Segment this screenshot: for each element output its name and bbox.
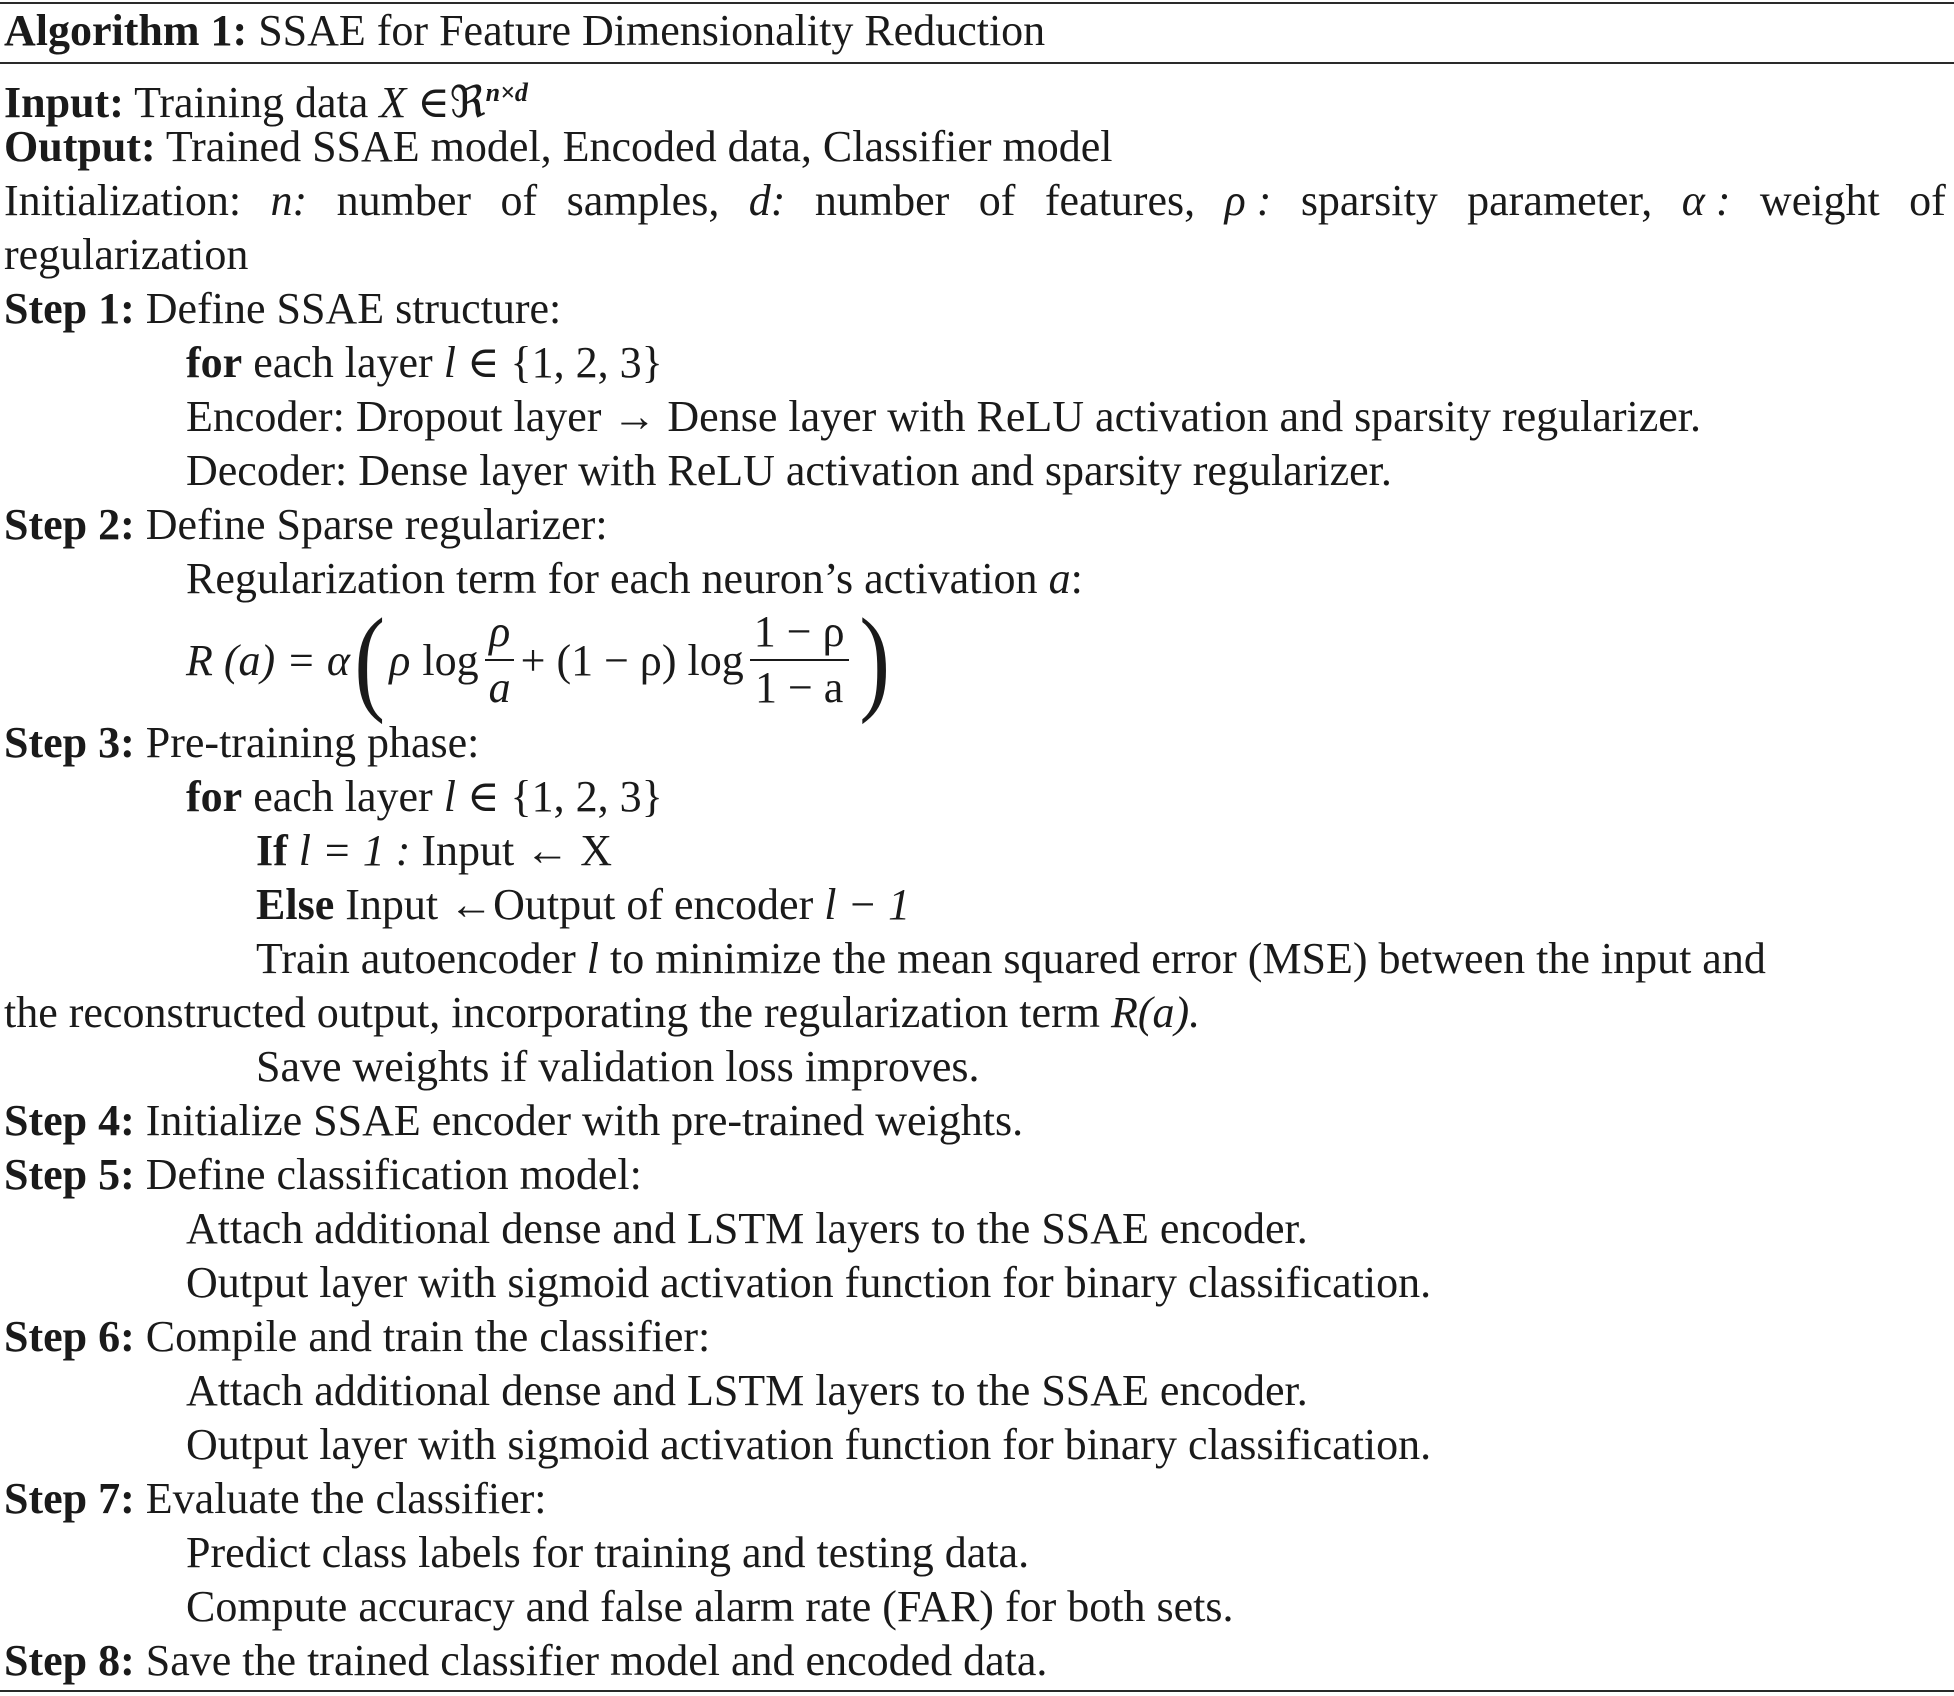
for-keyword: for: [186, 338, 243, 387]
step1-for: [186, 336, 663, 390]
init-word: number: [336, 176, 472, 225]
init-word: sparsity: [1300, 176, 1438, 225]
for-var: l: [443, 338, 456, 387]
step3-save: Save weights if validation loss improves.: [256, 1042, 980, 1091]
init-word: weight: [1759, 176, 1880, 225]
step5-l2: Output layer with sigmoid activation function for binary classification.: [186, 1258, 1432, 1307]
for-keyword: for: [186, 772, 243, 821]
train-text-c: the reconstructed output, incorporating the regularization term: [4, 988, 1100, 1037]
step5-text: Define classification model:: [145, 1150, 642, 1199]
init-word: parameter,: [1467, 176, 1653, 225]
output-text: Trained SSAE model, Encoded data, Classifier model: [165, 122, 1113, 171]
init-word: features,: [1044, 176, 1196, 225]
init-word: of: [978, 176, 1016, 225]
step3-train: [256, 932, 1766, 986]
init-word: n:: [270, 176, 308, 225]
step8-text: Save the trained classifier model and encoded data.: [145, 1636, 1048, 1685]
step2-reg: [186, 552, 1083, 606]
step7-l2: Compute accuracy and false alarm rate (FAR) for both sets.: [186, 1582, 1234, 1631]
step1-encoder: Encoder: Dropout layer → Dense layer with ReLU activation and sparsity regularizer.: [186, 392, 1702, 441]
else-keyword: Else: [256, 880, 335, 929]
input-set: ℜ: [449, 78, 486, 127]
reg-var: a: [1048, 554, 1071, 603]
regularization-formula: [186, 594, 894, 725]
init-word: d:: [748, 176, 786, 225]
for-var: l: [443, 772, 456, 821]
input-label: Input:: [4, 78, 124, 127]
if-keyword: If: [256, 826, 288, 875]
step4-text: Initialize SSAE encoder with pre-trained weights.: [145, 1096, 1024, 1145]
step8-line: [4, 1634, 1047, 1688]
init-word: of: [1909, 176, 1946, 225]
step3-line: [4, 716, 479, 770]
fraction-2-den: 1 − a: [754, 663, 844, 712]
step3-train-wrap: [4, 986, 1200, 1040]
fraction-1-num: ρ: [485, 607, 514, 661]
step3-label: Step 3:: [4, 718, 135, 767]
else-body: Input ←Output of encoder: [345, 880, 814, 929]
output-line: [4, 120, 1112, 174]
bottom-rule: [0, 1690, 1954, 1692]
input-var: X: [379, 78, 407, 127]
fraction-2: [750, 607, 849, 713]
init-word: ρ :: [1224, 176, 1272, 225]
step6-line: [4, 1310, 710, 1364]
step3-else: [256, 878, 910, 932]
step5-label: Step 5:: [4, 1150, 135, 1199]
step1-decoder: Decoder: Dense layer with ReLU activation and sparsity regularizer.: [186, 446, 1392, 495]
step6-l2: Output layer with sigmoid activation function for binary classification.: [186, 1420, 1432, 1469]
step2-text: Define Sparse regularizer:: [145, 500, 608, 549]
init-word: samples,: [566, 176, 720, 225]
initialization-line: [4, 174, 1946, 228]
input-sup: n×d: [485, 78, 528, 107]
step3-if: [256, 824, 612, 878]
algorithm-label: Algorithm 1:: [4, 6, 248, 55]
if-body: Input ← X: [421, 826, 613, 875]
for-set: ∈ {1, 2, 3}: [466, 772, 663, 821]
init-word: α :: [1681, 176, 1731, 225]
input-in: ∈: [417, 78, 450, 127]
step3-for: [186, 770, 663, 824]
step5-l1: Attach additional dense and LSTM layers to the SSAE encoder.: [186, 1204, 1308, 1253]
algorithm-title: SSAE for Feature Dimensionality Reduction: [258, 6, 1046, 55]
right-paren: ): [858, 594, 890, 725]
if-cond: l = 1 :: [298, 826, 411, 875]
step2-line: [4, 498, 608, 552]
init-word: Initialization:: [4, 176, 242, 225]
step7-l1: Predict class labels for training and testing data.: [186, 1528, 1030, 1577]
for-text: each layer: [253, 338, 433, 387]
formula-mid: + (1 − ρ) log: [520, 635, 744, 685]
reg-text: Regularization term for each neuron’s activation: [186, 554, 1038, 603]
train-text-b: to minimize the mean squared error (MSE) between the input and: [609, 934, 1766, 983]
step5-line: [4, 1148, 642, 1202]
init-word: number: [814, 176, 950, 225]
step6-text: Compile and train the classifier:: [145, 1312, 711, 1361]
fraction-1-den: a: [488, 663, 511, 712]
step6-l1: Attach additional dense and LSTM layers to the SSAE encoder.: [186, 1366, 1308, 1415]
init-word: of: [500, 176, 538, 225]
left-paren: (: [354, 594, 385, 725]
step7-line: [4, 1472, 547, 1526]
initialization-wrap: regularization: [4, 230, 249, 279]
step1-line: [4, 282, 561, 336]
step1-label: Step 1:: [4, 284, 135, 333]
fraction-1: [485, 607, 515, 713]
step1-text: Define SSAE structure:: [145, 284, 562, 333]
step8-label: Step 8:: [4, 1636, 135, 1685]
step7-text: Evaluate the classifier:: [145, 1474, 547, 1523]
fraction-2-num: 1 − ρ: [750, 607, 849, 661]
step4-line: [4, 1094, 1023, 1148]
output-label: Output:: [4, 122, 156, 171]
step2-label: Step 2:: [4, 500, 135, 549]
header-rule: [0, 62, 1954, 64]
step6-label: Step 6:: [4, 1312, 135, 1361]
for-text: each layer: [253, 772, 433, 821]
input-text: Training data: [134, 78, 369, 127]
train-var: l: [586, 934, 599, 983]
else-var: l − 1: [824, 880, 911, 929]
train-term: R(a).: [1110, 988, 1201, 1037]
train-text-a: Train autoencoder: [256, 934, 576, 983]
algorithm-header: [4, 4, 1045, 58]
step4-label: Step 4:: [4, 1096, 135, 1145]
reg-colon: :: [1070, 554, 1083, 603]
step7-label: Step 7:: [4, 1474, 135, 1523]
for-set: ∈ {1, 2, 3}: [466, 338, 663, 387]
step3-text: Pre-training phase:: [145, 718, 480, 767]
formula-log: log: [422, 635, 479, 685]
formula-rho: ρ: [389, 635, 411, 685]
formula-lhs: R (a) = α: [186, 635, 350, 685]
